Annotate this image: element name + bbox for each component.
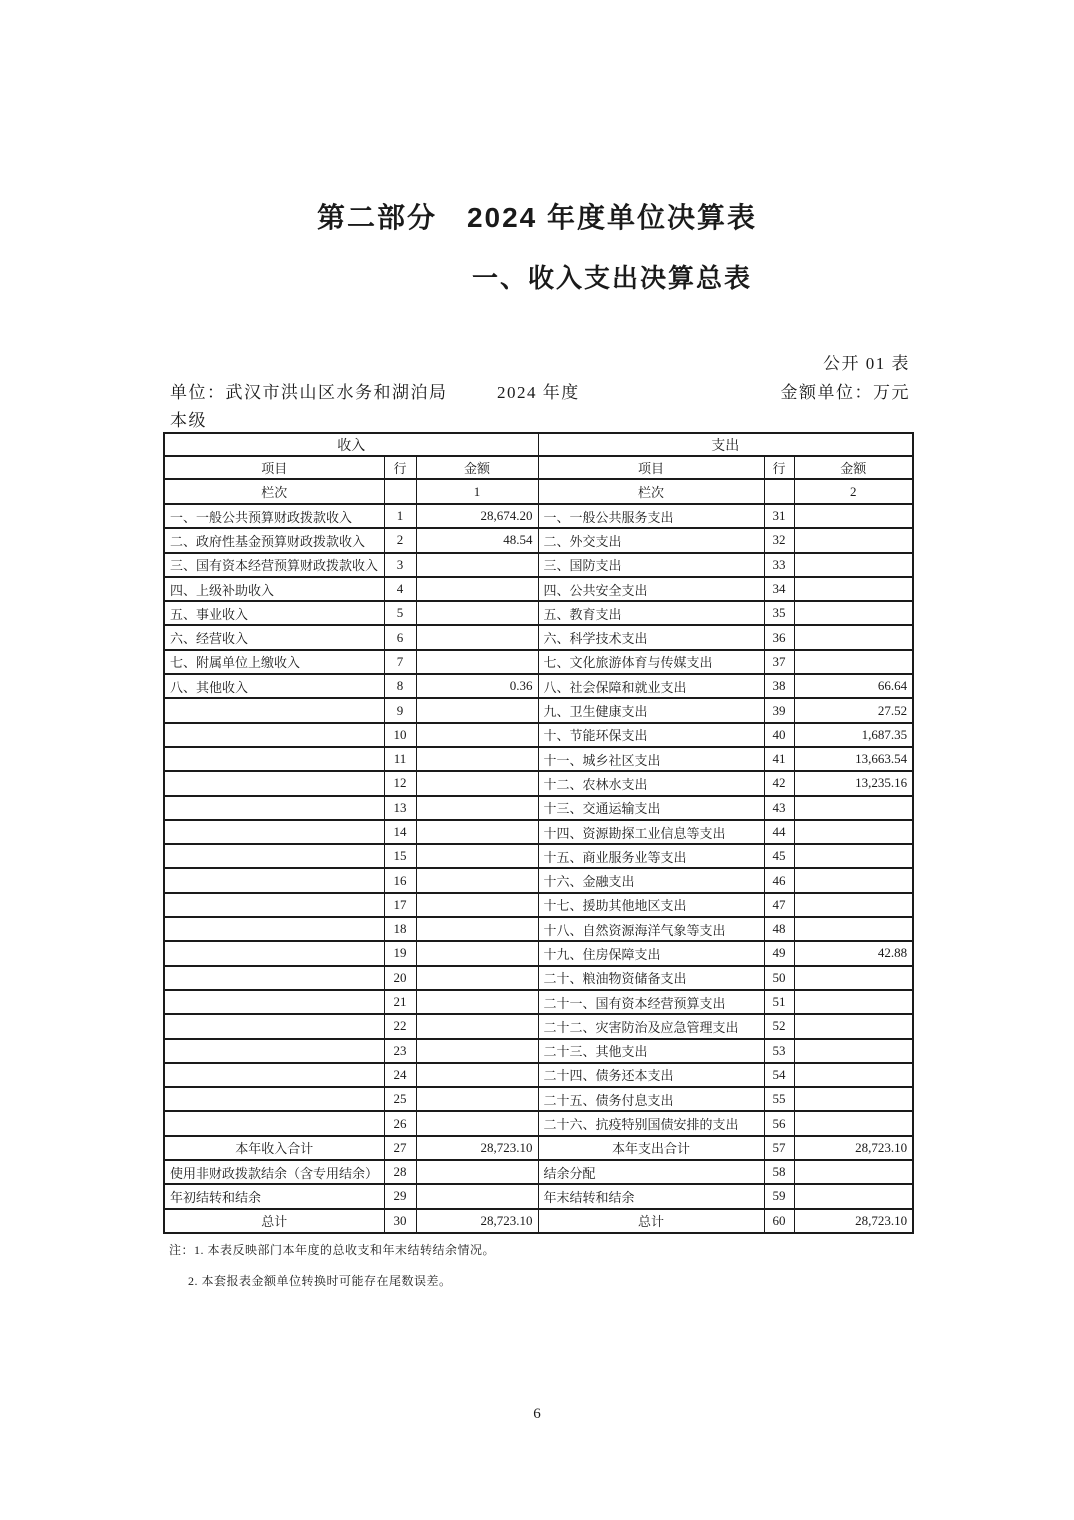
expenditure-amount-cell bbox=[794, 577, 913, 601]
table-row bbox=[164, 1209, 913, 1233]
income-item-cell: 五、事业收入 bbox=[164, 601, 384, 625]
expenditure-line-cell: 49 bbox=[764, 941, 794, 965]
expenditure-line-cell: 35 bbox=[764, 601, 794, 625]
income-item-cell bbox=[164, 893, 384, 917]
column-header-row bbox=[164, 456, 913, 479]
expenditure-line-cell: 55 bbox=[764, 1087, 794, 1111]
income-line-cell: 11 bbox=[384, 747, 416, 771]
income-amount-cell bbox=[416, 625, 538, 649]
income-amount-cell bbox=[416, 601, 538, 625]
expenditure-item-cell: 十、节能环保支出 bbox=[538, 723, 764, 747]
expenditure-line-cell: 59 bbox=[764, 1184, 794, 1208]
expenditure-line-cell: 34 bbox=[764, 577, 794, 601]
expenditure-item-cell: 十二、农林水支出 bbox=[538, 771, 764, 795]
expenditure-amount-cell bbox=[794, 796, 913, 820]
income-item-cell: 使用非财政拨款结余（含专用结余） bbox=[164, 1160, 384, 1184]
expenditure-amount-cell: 27.52 bbox=[794, 698, 913, 722]
table-row bbox=[164, 698, 913, 722]
income-amount-cell bbox=[416, 868, 538, 892]
income-line-cell: 7 bbox=[384, 650, 416, 674]
expenditure-line-cell: 45 bbox=[764, 844, 794, 868]
income-item-cell bbox=[164, 966, 384, 990]
income-line-cell: 12 bbox=[384, 771, 416, 795]
income-amount-cell bbox=[416, 1014, 538, 1038]
expenditure-amount-cell bbox=[794, 844, 913, 868]
income-line-cell: 21 bbox=[384, 990, 416, 1014]
income-line-cell: 20 bbox=[384, 966, 416, 990]
column-index-row bbox=[164, 479, 913, 504]
income-amount-cell bbox=[416, 941, 538, 965]
income-line-cell: 28 bbox=[384, 1160, 416, 1184]
table-row bbox=[164, 1087, 913, 1111]
income-amount-cell bbox=[416, 1184, 538, 1208]
expenditure-line-cell: 53 bbox=[764, 1039, 794, 1063]
table-row bbox=[164, 650, 913, 674]
expenditure-line-cell: 56 bbox=[764, 1111, 794, 1135]
income-line-cell: 4 bbox=[384, 577, 416, 601]
expenditure-amount-cell: 13,235.16 bbox=[794, 771, 913, 795]
expenditure-item-cell: 十九、住房保障支出 bbox=[538, 941, 764, 965]
final-accounts-table bbox=[163, 432, 914, 1234]
note-line-2: 2. 本套报表金额单位转换时可能存在尾数误差。 bbox=[188, 1274, 452, 1288]
income-amount-cell bbox=[416, 1160, 538, 1184]
expenditure-item-cell: 十六、金融支出 bbox=[538, 868, 764, 892]
section-title: 第二部分 2024 年度单位决算表 bbox=[316, 202, 758, 233]
expenditure-amount-cell bbox=[794, 966, 913, 990]
income-line-cell: 5 bbox=[384, 601, 416, 625]
income-group-header: 收入 bbox=[164, 433, 538, 456]
income-item-cell bbox=[164, 771, 384, 795]
income-item-cell: 本年收入合计 bbox=[164, 1136, 384, 1160]
income-item-cell: 总计 bbox=[164, 1209, 384, 1233]
table-row bbox=[164, 601, 913, 625]
income-amount-cell bbox=[416, 796, 538, 820]
income-amount-cell: 0.36 bbox=[416, 674, 538, 698]
expenditure-amount-cell bbox=[794, 528, 913, 552]
table-row bbox=[164, 990, 913, 1014]
expenditure-item-header: 项目 bbox=[538, 456, 764, 479]
expenditure-item-cell: 十三、交通运输支出 bbox=[538, 796, 764, 820]
income-item-cell: 三、国有资本经营预算财政拨款收入 bbox=[164, 553, 384, 577]
table-row bbox=[164, 528, 913, 552]
income-line-cell: 2 bbox=[384, 528, 416, 552]
income-amount-cell bbox=[416, 990, 538, 1014]
expenditure-item-cell: 年末结转和结余 bbox=[538, 1184, 764, 1208]
expenditure-item-cell: 七、文化旅游体育与传媒支出 bbox=[538, 650, 764, 674]
income-amount-cell: 28,674.20 bbox=[416, 504, 538, 528]
expenditure-index-blank bbox=[764, 479, 794, 504]
table-row bbox=[164, 868, 913, 892]
income-amount-cell bbox=[416, 553, 538, 577]
income-amount-cell: 48.54 bbox=[416, 528, 538, 552]
expenditure-item-cell: 结余分配 bbox=[538, 1160, 764, 1184]
income-item-cell bbox=[164, 1111, 384, 1135]
expenditure-item-cell: 二十二、灾害防治及应急管理支出 bbox=[538, 1014, 764, 1038]
income-line-cell: 14 bbox=[384, 820, 416, 844]
income-column-number: 1 bbox=[416, 479, 538, 504]
table-row bbox=[164, 553, 913, 577]
income-item-cell bbox=[164, 1087, 384, 1111]
table-row bbox=[164, 1184, 913, 1208]
income-amount-cell bbox=[416, 698, 538, 722]
expenditure-line-cell: 44 bbox=[764, 820, 794, 844]
table-row bbox=[164, 796, 913, 820]
expenditure-amount-cell bbox=[794, 1111, 913, 1135]
income-amount-cell: 28,723.10 bbox=[416, 1209, 538, 1233]
table-row bbox=[164, 1111, 913, 1135]
expenditure-amount-cell: 42.88 bbox=[794, 941, 913, 965]
group-header-row bbox=[164, 433, 913, 456]
expenditure-item-cell: 十一、城乡社区支出 bbox=[538, 747, 764, 771]
table-row bbox=[164, 674, 913, 698]
income-amount-cell: 28,723.10 bbox=[416, 1136, 538, 1160]
expenditure-item-cell: 四、公共安全支出 bbox=[538, 577, 764, 601]
expenditure-item-cell: 九、卫生健康支出 bbox=[538, 698, 764, 722]
expenditure-line-cell: 54 bbox=[764, 1063, 794, 1087]
income-line-cell: 24 bbox=[384, 1063, 416, 1087]
income-item-cell bbox=[164, 723, 384, 747]
expenditure-line-cell: 47 bbox=[764, 893, 794, 917]
table-title: 一、收入支出决算总表 bbox=[471, 263, 752, 293]
expenditure-amount-cell bbox=[794, 917, 913, 941]
expenditure-amount-cell bbox=[794, 1160, 913, 1184]
table-row bbox=[164, 966, 913, 990]
income-item-cell: 六、经营收入 bbox=[164, 625, 384, 649]
income-amount-cell bbox=[416, 893, 538, 917]
amount-unit: 金额单位：万元 bbox=[780, 383, 910, 402]
income-line-cell: 19 bbox=[384, 941, 416, 965]
expenditure-line-cell: 43 bbox=[764, 796, 794, 820]
expenditure-item-cell: 十四、资源勘探工业信息等支出 bbox=[538, 820, 764, 844]
income-item-header: 项目 bbox=[164, 456, 384, 479]
income-item-cell: 八、其他收入 bbox=[164, 674, 384, 698]
income-item-cell bbox=[164, 747, 384, 771]
income-item-cell bbox=[164, 917, 384, 941]
expenditure-item-cell: 二十一、国有资本经营预算支出 bbox=[538, 990, 764, 1014]
expenditure-item-cell: 十八、自然资源海洋气象等支出 bbox=[538, 917, 764, 941]
expenditure-amount-cell bbox=[794, 893, 913, 917]
expenditure-line-cell: 33 bbox=[764, 553, 794, 577]
table-row bbox=[164, 1014, 913, 1038]
expenditure-amount-cell: 66.64 bbox=[794, 674, 913, 698]
public-table-number: 公开 01 表 bbox=[823, 354, 910, 373]
table-row bbox=[164, 941, 913, 965]
income-amount-cell bbox=[416, 577, 538, 601]
expenditure-item-cell: 本年支出合计 bbox=[538, 1136, 764, 1160]
expenditure-item-cell: 二十四、债务还本支出 bbox=[538, 1063, 764, 1087]
expenditure-amount-cell bbox=[794, 625, 913, 649]
table-row bbox=[164, 747, 913, 771]
table-row bbox=[164, 820, 913, 844]
expenditure-amount-cell bbox=[794, 1014, 913, 1038]
expenditure-amount-cell: 1,687.35 bbox=[794, 723, 913, 747]
income-line-cell: 16 bbox=[384, 868, 416, 892]
income-line-cell: 26 bbox=[384, 1111, 416, 1135]
expenditure-line-cell: 32 bbox=[764, 528, 794, 552]
expenditure-line-cell: 58 bbox=[764, 1160, 794, 1184]
expenditure-line-cell: 37 bbox=[764, 650, 794, 674]
income-line-cell: 1 bbox=[384, 504, 416, 528]
income-line-cell: 10 bbox=[384, 723, 416, 747]
expenditure-line-cell: 31 bbox=[764, 504, 794, 528]
income-amount-cell bbox=[416, 1087, 538, 1111]
income-line-cell: 22 bbox=[384, 1014, 416, 1038]
income-line-cell: 23 bbox=[384, 1039, 416, 1063]
expenditure-amount-cell bbox=[794, 820, 913, 844]
expenditure-line-cell: 60 bbox=[764, 1209, 794, 1233]
expenditure-amount-cell: 13,663.54 bbox=[794, 747, 913, 771]
income-amount-cell bbox=[416, 1063, 538, 1087]
table-row bbox=[164, 1136, 913, 1160]
income-line-cell: 18 bbox=[384, 917, 416, 941]
income-amount-cell bbox=[416, 1111, 538, 1135]
expenditure-line-cell: 41 bbox=[764, 747, 794, 771]
expenditure-amount-cell bbox=[794, 601, 913, 625]
expenditure-line-cell: 39 bbox=[764, 698, 794, 722]
table-body bbox=[164, 504, 913, 1233]
expenditure-group-header: 支出 bbox=[538, 433, 913, 456]
income-item-cell: 一、一般公共预算财政拨款收入 bbox=[164, 504, 384, 528]
expenditure-amount-cell bbox=[794, 1087, 913, 1111]
expenditure-item-cell: 二十五、债务付息支出 bbox=[538, 1087, 764, 1111]
table-row bbox=[164, 723, 913, 747]
income-line-cell: 9 bbox=[384, 698, 416, 722]
income-item-cell bbox=[164, 868, 384, 892]
note-line-1: 注：1. 本表反映部门本年度的总收支和年末结转结余情况。 bbox=[169, 1243, 496, 1257]
income-line-cell: 17 bbox=[384, 893, 416, 917]
income-item-cell: 年初结转和结余 bbox=[164, 1184, 384, 1208]
income-amount-cell bbox=[416, 650, 538, 674]
table-row bbox=[164, 844, 913, 868]
income-index-label: 栏次 bbox=[164, 479, 384, 504]
expenditure-amount-cell: 28,723.10 bbox=[794, 1209, 913, 1233]
expenditure-item-cell: 十五、商业服务业等支出 bbox=[538, 844, 764, 868]
expenditure-line-cell: 46 bbox=[764, 868, 794, 892]
income-amount-cell bbox=[416, 844, 538, 868]
table-row bbox=[164, 1063, 913, 1087]
expenditure-item-cell: 总计 bbox=[538, 1209, 764, 1233]
expenditure-line-cell: 50 bbox=[764, 966, 794, 990]
income-item-cell bbox=[164, 820, 384, 844]
expenditure-amount-header: 金额 bbox=[794, 456, 913, 479]
expenditure-amount-cell bbox=[794, 553, 913, 577]
table-row bbox=[164, 771, 913, 795]
income-amount-cell bbox=[416, 723, 538, 747]
table-row bbox=[164, 504, 913, 528]
income-line-cell: 25 bbox=[384, 1087, 416, 1111]
expenditure-line-cell: 57 bbox=[764, 1136, 794, 1160]
expenditure-amount-cell bbox=[794, 1184, 913, 1208]
unit-name: 单位：武汉市洪山区水务和湖泊局 bbox=[170, 383, 448, 402]
income-item-cell: 四、上级补助收入 bbox=[164, 577, 384, 601]
expenditure-amount-cell bbox=[794, 990, 913, 1014]
income-item-cell bbox=[164, 844, 384, 868]
expenditure-line-cell: 51 bbox=[764, 990, 794, 1014]
table-row bbox=[164, 1160, 913, 1184]
page-number: 6 bbox=[533, 1406, 541, 1422]
income-item-cell: 七、附属单位上缴收入 bbox=[164, 650, 384, 674]
income-amount-header: 金额 bbox=[416, 456, 538, 479]
income-line-cell: 6 bbox=[384, 625, 416, 649]
expenditure-line-header: 行 bbox=[764, 456, 794, 479]
expenditure-line-cell: 40 bbox=[764, 723, 794, 747]
income-item-cell bbox=[164, 1014, 384, 1038]
expenditure-line-cell: 36 bbox=[764, 625, 794, 649]
expenditure-item-cell: 五、教育支出 bbox=[538, 601, 764, 625]
expenditure-amount-cell bbox=[794, 1039, 913, 1063]
income-line-cell: 3 bbox=[384, 553, 416, 577]
expenditure-item-cell: 三、国防支出 bbox=[538, 553, 764, 577]
expenditure-item-cell: 二十、粮油物资储备支出 bbox=[538, 966, 764, 990]
table-row bbox=[164, 577, 913, 601]
expenditure-amount-cell bbox=[794, 504, 913, 528]
income-item-cell bbox=[164, 1063, 384, 1087]
expenditure-amount-cell bbox=[794, 650, 913, 674]
income-amount-cell bbox=[416, 747, 538, 771]
table-row bbox=[164, 1039, 913, 1063]
expenditure-item-cell: 二十三、其他支出 bbox=[538, 1039, 764, 1063]
expenditure-line-cell: 52 bbox=[764, 1014, 794, 1038]
table-row bbox=[164, 625, 913, 649]
income-amount-cell bbox=[416, 820, 538, 844]
income-line-cell: 30 bbox=[384, 1209, 416, 1233]
meta-line bbox=[170, 378, 910, 403]
expenditure-item-cell: 六、科学技术支出 bbox=[538, 625, 764, 649]
table-row bbox=[164, 917, 913, 941]
expenditure-column-number: 2 bbox=[794, 479, 913, 504]
income-line-cell: 29 bbox=[384, 1184, 416, 1208]
income-item-cell bbox=[164, 990, 384, 1014]
income-item-cell: 二、政府性基金预算财政拨款收入 bbox=[164, 528, 384, 552]
income-item-cell bbox=[164, 698, 384, 722]
budget-level: 本级 bbox=[170, 411, 207, 430]
income-index-blank bbox=[384, 479, 416, 504]
income-item-cell bbox=[164, 796, 384, 820]
income-line-cell: 8 bbox=[384, 674, 416, 698]
expenditure-amount-cell: 28,723.10 bbox=[794, 1136, 913, 1160]
table-row bbox=[164, 893, 913, 917]
expenditure-line-cell: 48 bbox=[764, 917, 794, 941]
income-amount-cell bbox=[416, 966, 538, 990]
income-item-cell bbox=[164, 941, 384, 965]
income-amount-cell bbox=[416, 771, 538, 795]
income-line-header: 行 bbox=[384, 456, 416, 479]
income-line-cell: 15 bbox=[384, 844, 416, 868]
income-line-cell: 13 bbox=[384, 796, 416, 820]
expenditure-index-label: 栏次 bbox=[538, 479, 764, 504]
expenditure-item-cell: 二十六、抗疫特别国债安排的支出 bbox=[538, 1111, 764, 1135]
expenditure-item-cell: 二、外交支出 bbox=[538, 528, 764, 552]
expenditure-item-cell: 八、社会保障和就业支出 bbox=[538, 674, 764, 698]
expenditure-line-cell: 38 bbox=[764, 674, 794, 698]
expenditure-item-cell: 十七、援助其他地区支出 bbox=[538, 893, 764, 917]
expenditure-amount-cell bbox=[794, 1063, 913, 1087]
fiscal-year: 2024 年度 bbox=[497, 383, 580, 402]
income-line-cell: 27 bbox=[384, 1136, 416, 1160]
income-amount-cell bbox=[416, 917, 538, 941]
income-item-cell bbox=[164, 1039, 384, 1063]
expenditure-item-cell: 一、一般公共服务支出 bbox=[538, 504, 764, 528]
expenditure-line-cell: 42 bbox=[764, 771, 794, 795]
expenditure-amount-cell bbox=[794, 868, 913, 892]
income-amount-cell bbox=[416, 1039, 538, 1063]
